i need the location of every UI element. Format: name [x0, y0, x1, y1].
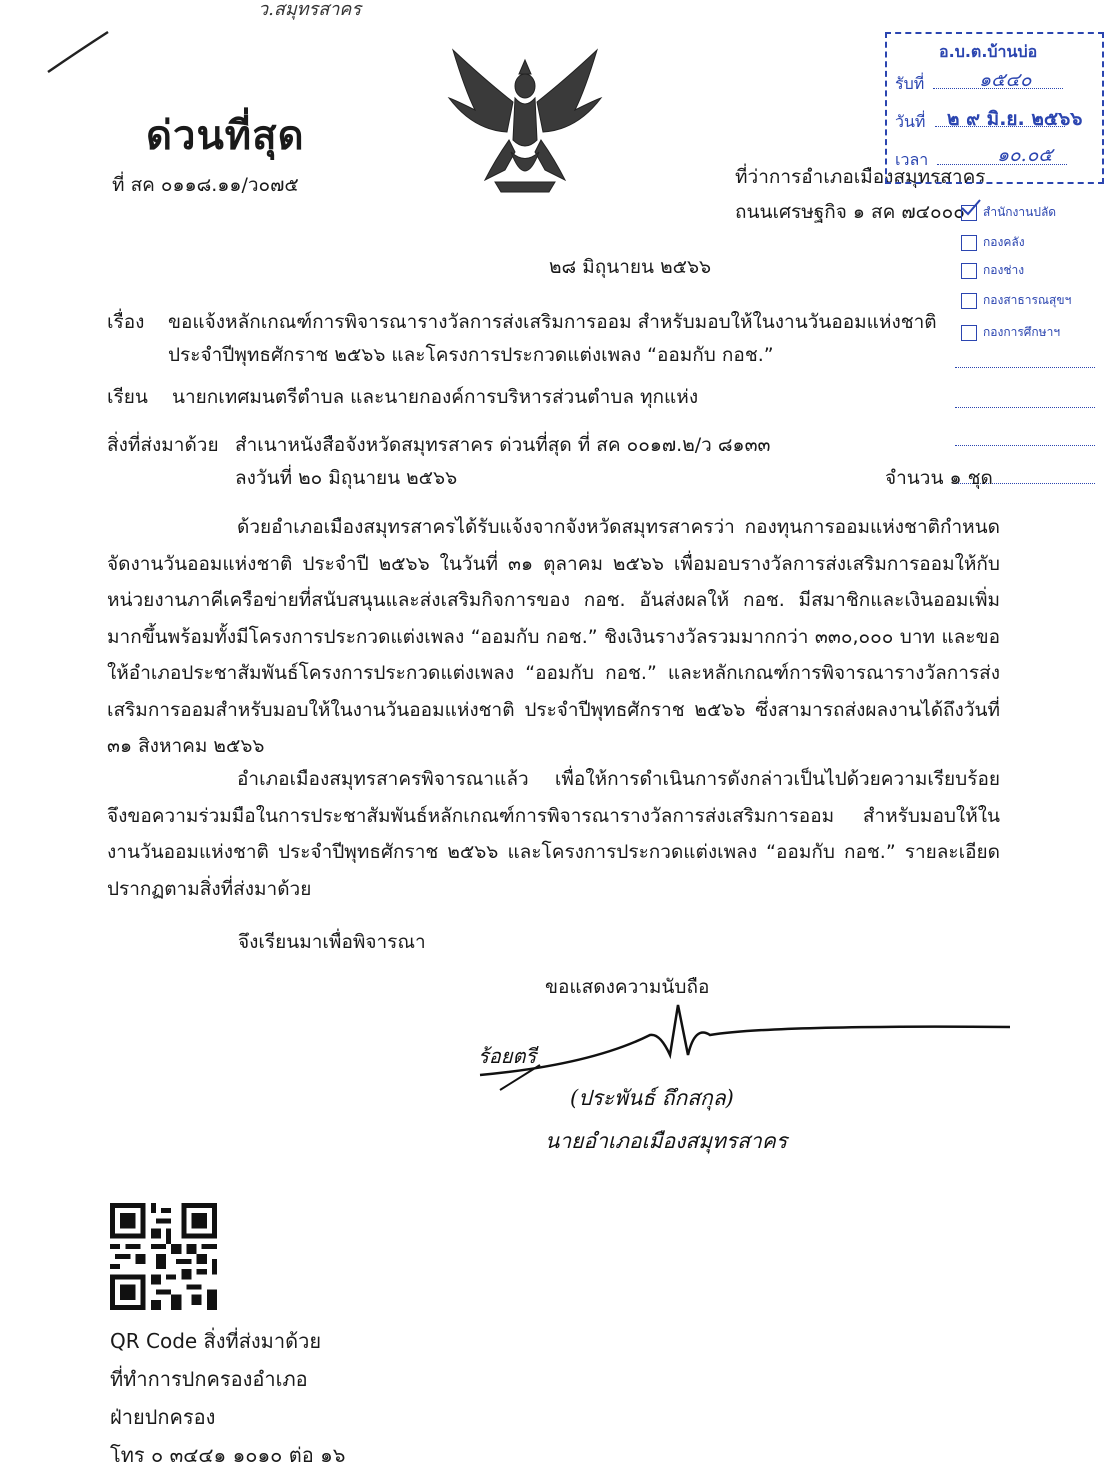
signature-position: นายอำเภอเมืองสมุทรสาคร [545, 1129, 788, 1153]
subject-label: เรื่อง [107, 311, 145, 333]
qr-caption: QR Code สิ่งที่ส่งมาด้วย [110, 1329, 322, 1353]
stamp-number-value: ๑๕๔๐ [979, 69, 1032, 91]
routing-item-label: สำนักงานปลัด [983, 205, 1057, 219]
stamp-time-label: เวลา [895, 150, 929, 169]
qr-code[interactable] [110, 1203, 217, 1310]
body-paragraph-2: อำเภอเมืองสมุทรสาครพิจารณาแล้ว เพื่อให้การดำเนินการดังกล่าวเป็นไปด้วยความเรียบร้อย จึงขอความร่วมมือในการประชาสัมพันธ์หลักเกณฑ์การพิจารณารางวัลการส่งเสริมการออม สำหรับมอบให้ในงานวันออมแห่งชาติ ประจำปีพุทธศักราช ๒๕๖๖ และโครงการประกวดแต่งเพลง “ออมกับ กอช.” รายละเอียดปรากฏตามสิ่งที่ส่งมาด้วย [107, 768, 1000, 900]
checkbox-icon [961, 263, 977, 279]
footer-department: ที่ทำการปกครองอำเภอ [110, 1367, 308, 1391]
top-scribble: ว.สมุทรสาคร [258, 0, 362, 20]
stamp-org: อ.บ.ต.บ้านบ่อ [939, 42, 1038, 61]
routing-item-engineering [961, 261, 1024, 280]
routing-item-health [961, 291, 1071, 310]
receipt-stamp [885, 32, 1104, 184]
regards-text: ขอแสดงความนับถือ [545, 976, 710, 998]
enclosure-line1: สำเนาหนังสือจังหวัดสมุทรสาคร ด่วนที่สุด ที่ สค ๐๐๑๗.๒/ว ๘๑๓๓ [235, 434, 771, 456]
stamp-date-value: ๒ ๙ มิ.ย. ๒๕๖๖ [947, 108, 1083, 130]
signature-name: (ประพันธ์ ถึกสกุล) [570, 1086, 734, 1110]
checkbox-checked-icon [961, 205, 977, 221]
body-paragraph-1: ด้วยอำเภอเมืองสมุทรสาครได้รับแจ้งจากจังหวัดสมุทรสาครว่า กองทุนการออมแห่งชาติกำหนดจัดงานวันออมแห่งชาติ ประจำปี ๒๕๖๖ ในวันที่ ๓๑ ตุลาคม ๒๕๖๖ เพื่อมอบรางวัลการส่งเสริมการออมให้กับหน่วยงานภาคีเครือข่ายที่สนับสนุนและส่งเสริมกิจการของ กอช. อันส่งผลให้ กอช. มีสมาชิกและเงินออมเพิ่มมากขึ้นพร้อมทั้งมีโครงการประกวดแต่งเพลง “ออมกับ กอช.” ชิงเงินรางวัลรวมมากกว่า ๓๓๐,๐๐๐ บาท และขอให้อำเภอประชาสัมพันธ์โครงการประกวดแต่งเพลง “ออมกับ กอช.” และหลักเกณฑ์การพิจารณารางวัลการส่งเสริมการออมสำหรับมอบให้ในงานวันออมแห่งชาติ ประจำปีพุทธศักราช ๒๕๖๖ ซึ่งสามารถส่งผลงานได้ถึงวันที่ ๓๑ สิงหาคม ๒๕๖๖ [107, 516, 1000, 757]
routing-item-label: กองคลัง [983, 235, 1025, 249]
document-date: ๒๘ มิถุนายน ๒๕๖๖ [549, 256, 712, 278]
pen-stroke-mark [40, 20, 120, 80]
stamp-time-value: ๑๐.๐๕ [997, 144, 1053, 166]
routing-item-label: กองสาธารณสุขฯ [983, 293, 1072, 307]
routing-item-office [961, 203, 1056, 222]
addressee-label: เรียน [107, 386, 148, 408]
stamp-number-label: รับที่ [895, 74, 925, 93]
enclosure-label: สิ่งที่ส่งมาด้วย [107, 434, 219, 456]
signature-rank: ร้อยตรี [478, 1044, 537, 1068]
checkbox-icon [961, 293, 977, 309]
stamp-date-label: วันที่ [895, 112, 926, 131]
routing-item-education [961, 323, 1060, 342]
office-address-line1: ที่ว่าการอำเภอเมืองสมุทรสาคร [735, 166, 986, 188]
subject-line1: ขอแจ้งหลักเกณฑ์การพิจารณารางวัลการส่งเสริมการออม สำหรับมอบให้ในงานวันออมแห่งชาติ [168, 311, 937, 333]
subject-line2: ประจำปีพุทธศักราช ๒๕๖๖ และโครงการประกวดแต่งเพลง “ออมกับ กอช.” [168, 344, 774, 366]
handwritten-signature [470, 995, 1030, 1105]
closing-text: จึงเรียนมาเพื่อพิจารณา [238, 931, 426, 953]
routing-item-finance [961, 233, 1025, 252]
routing-item-label: กองช่าง [983, 263, 1025, 277]
footer-section: ฝ่ายปกครอง [110, 1405, 216, 1429]
routing-checklist [955, 195, 1095, 495]
office-address-line2: ถนนเศรษฐกิจ ๑ สค ๗๔๐๐๐ [735, 201, 965, 223]
enclosure-count: จำนวน ๑ ชุด [885, 467, 993, 489]
routing-item-label: กองการศึกษาฯ [983, 325, 1061, 339]
addressee-text: นายกเทศมนตรีตำบล และนายกองค์การบริหารส่วนตำบล ทุกแห่ง [172, 386, 699, 408]
document-number: ที่ สค ๐๑๑๘.๑๑/ว๐๗๕ [112, 174, 299, 196]
checkbox-icon [961, 235, 977, 251]
footer-phone: โทร ๐ ๓๔๔๑ ๑๐๑๐ ต่อ ๑๖ [110, 1443, 346, 1467]
enclosure-line2: ลงวันที่ ๒๐ มิถุนายน ๒๕๖๖ [235, 467, 458, 489]
checkbox-icon [961, 325, 977, 341]
garuda-emblem [445, 40, 605, 200]
urgency-label: ด่วนที่สุด [146, 113, 305, 159]
